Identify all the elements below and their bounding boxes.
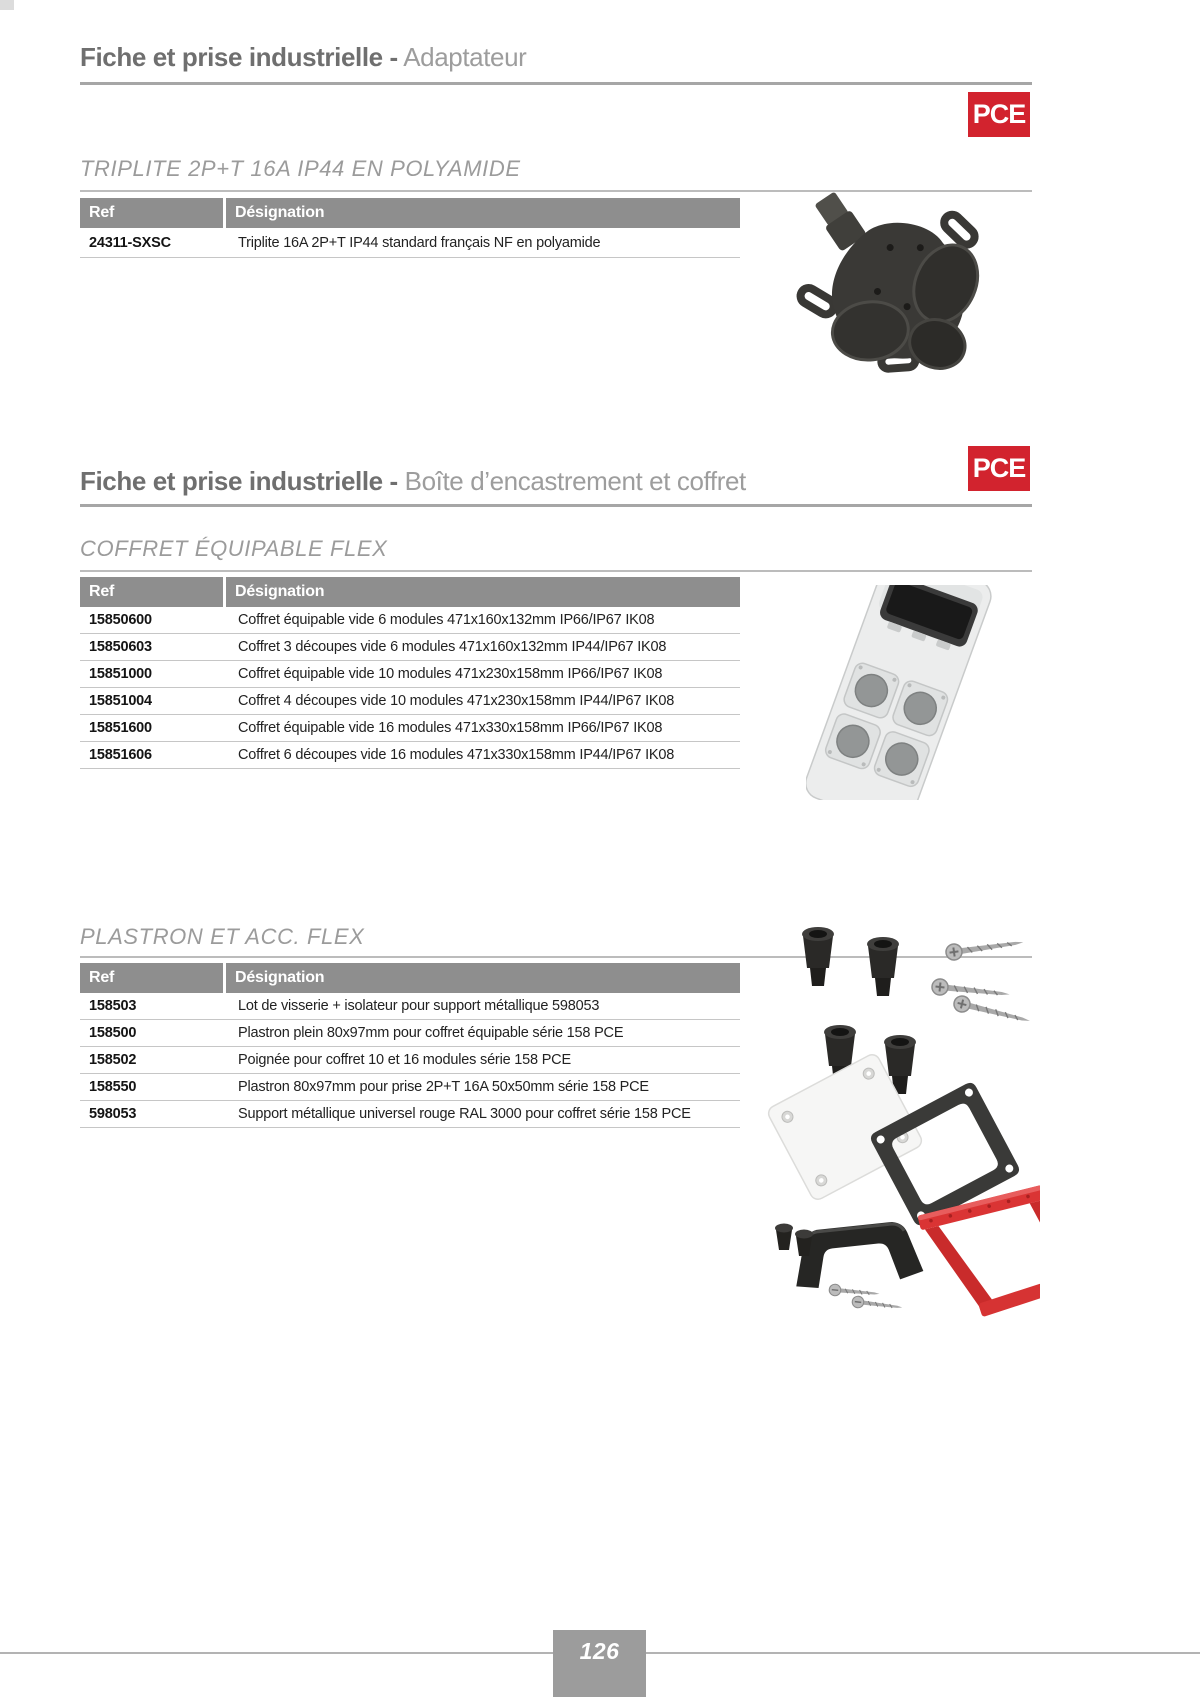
section-title-coffret: COFFRET ÉQUIPABLE FLEX bbox=[80, 536, 388, 561]
page-edge-tab bbox=[0, 0, 14, 10]
pce-logo-text: PCE bbox=[972, 453, 1026, 483]
section-title-triplite: TRIPLITE 2P+T 16A IP44 EN POLYAMIDE bbox=[80, 156, 521, 181]
table-row bbox=[80, 634, 740, 661]
table-row bbox=[80, 715, 740, 742]
designation-cell: Plastron plein 80x97mm pour coffret équipable série 158 PCE bbox=[238, 1025, 624, 1041]
ref-cell: 15851606 bbox=[89, 747, 152, 763]
designation-cell: Support métallique universel rouge RAL 3000 pour coffret série 158 PCE bbox=[238, 1106, 691, 1122]
designation-cell: Coffret 4 découpes vide 10 modules 471x230x158mm IP44/IP67 IK08 bbox=[238, 693, 675, 709]
designation-cell: Plastron 80x97mm pour prise 2P+T 16A 50x50mm série 158 PCE bbox=[238, 1079, 649, 1095]
table-row bbox=[80, 742, 740, 769]
ref-cell: 15851004 bbox=[89, 693, 152, 709]
plastron-table bbox=[80, 963, 740, 1128]
page-number-box bbox=[553, 1630, 646, 1697]
ref-cell: 158500 bbox=[89, 1025, 137, 1041]
designation-cell: Coffret 6 découpes vide 16 modules 471x330x158mm IP44/IP67 IK08 bbox=[238, 747, 675, 763]
category-header-coffret bbox=[80, 466, 1032, 497]
designation-cell: Coffret 3 découpes vide 6 modules 471x160x132mm IP44/IP67 IK08 bbox=[238, 639, 667, 655]
ref-cell: 15851600 bbox=[89, 720, 152, 736]
red-metal-support bbox=[917, 1178, 1040, 1322]
table-row bbox=[80, 607, 740, 634]
page-number: 126 bbox=[579, 1638, 620, 1664]
table-row bbox=[80, 688, 740, 715]
ref-column-header: Ref bbox=[80, 198, 226, 228]
ref-cell: 158550 bbox=[89, 1079, 137, 1095]
triplite-adapter-product-image bbox=[783, 192, 988, 377]
section-title-plastron: PLASTRON ET ACC. FLEX bbox=[80, 924, 365, 949]
small-screws bbox=[829, 1284, 903, 1313]
table-row bbox=[80, 228, 740, 258]
category-subtitle: Boîte d’encastrement et coffret bbox=[404, 466, 746, 496]
ref-column-header: Ref bbox=[80, 963, 226, 993]
designation-cell: Poignée pour coffret 10 et 16 modules série 158 PCE bbox=[238, 1052, 571, 1068]
ref-cell: 158503 bbox=[89, 998, 137, 1014]
ref-cell: 598053 bbox=[89, 1106, 137, 1122]
table-row bbox=[80, 1047, 740, 1074]
table-row bbox=[80, 1101, 740, 1128]
table-row bbox=[80, 661, 740, 688]
designation-cell: Coffret équipable vide 10 modules 471x230x158mm IP66/IP67 IK08 bbox=[238, 666, 663, 682]
ref-cell: 158502 bbox=[89, 1052, 137, 1068]
table-row bbox=[80, 1074, 740, 1101]
designation-cell: Coffret équipable vide 16 modules 471x330x158mm IP66/IP67 IK08 bbox=[238, 720, 663, 736]
ref-column-header: Ref bbox=[80, 577, 226, 607]
screws bbox=[931, 934, 1032, 1028]
ref-cell: 15850600 bbox=[89, 612, 152, 628]
table-header-row bbox=[80, 577, 740, 607]
table-header-row bbox=[80, 198, 740, 228]
ref-cell: 24311-SXSC bbox=[89, 234, 171, 251]
designation-cell: Lot de visserie + isolateur pour support métallique 598053 bbox=[238, 998, 600, 1014]
category-title: Fiche et prise industrielle - bbox=[80, 42, 398, 72]
triplite-table bbox=[80, 198, 740, 258]
header-rule bbox=[80, 504, 1032, 507]
designation-column-header: Désignation bbox=[235, 204, 325, 221]
category-title: Fiche et prise industrielle - bbox=[80, 466, 398, 496]
designation-column-header: Désignation bbox=[235, 583, 325, 600]
ref-cell: 15851000 bbox=[89, 666, 152, 682]
pce-logo bbox=[968, 92, 1030, 137]
pce-logo-text: PCE bbox=[972, 99, 1026, 129]
table-row bbox=[80, 1020, 740, 1047]
designation-cell: Coffret équipable vide 6 modules 471x160x132mm IP66/IP67 IK08 bbox=[238, 612, 655, 628]
ref-cell: 15850603 bbox=[89, 639, 152, 655]
small-fittings bbox=[775, 1224, 813, 1257]
accessories-product-image bbox=[740, 892, 1040, 1322]
table-row bbox=[80, 993, 740, 1020]
designation-column-header: Désignation bbox=[235, 969, 325, 986]
coffret-table bbox=[80, 577, 740, 769]
designation-cell: Triplite 16A 2P+T IP44 standard français NF en polyamide bbox=[238, 234, 601, 251]
category-header-adaptateur bbox=[80, 42, 1032, 73]
coffret-product-image bbox=[806, 585, 994, 800]
category-subtitle: Adaptateur bbox=[403, 42, 527, 72]
table-header-row bbox=[80, 963, 740, 993]
header-rule bbox=[80, 82, 1032, 85]
handle bbox=[791, 1219, 924, 1290]
section-rule bbox=[80, 570, 1032, 572]
